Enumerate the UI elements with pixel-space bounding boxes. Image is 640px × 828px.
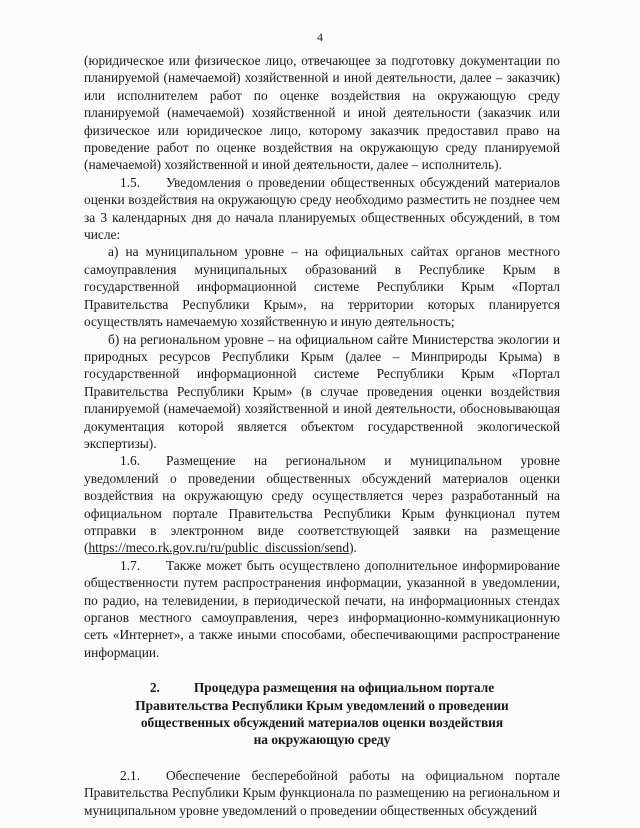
section-title-line-4: на окружающую среду <box>253 732 391 748</box>
section-title-line-3: общественных обсуждений материалов оценки воздействия <box>140 715 504 731</box>
clause-number: 1.5. <box>120 174 141 190</box>
section-title-line-1: Процедура размещения на официальном портале <box>193 680 495 696</box>
clause-1-5-item-a: а) на муниципальном уровне – на официальных сайтах органов местного самоуправления муниципальных образований в Республике Крым в государственной информационной системе Республики Крым «Портал Правительства Республики Крым», на территории которых планируется осуществлять намечаемую хозяйственную и иную деятельность; <box>84 244 560 330</box>
section-title-line-2: Правительства Республики Крым уведомлений о проведении <box>135 697 509 713</box>
document-body <box>84 52 560 819</box>
clause-1-5-item-b: б) на региональном уровне – на официальном сайте Министерства экологии и природных ресурсов Республики Крым (далее – Минприроды Крыма) в государственной информационной системе Республики Крым «Портал Правительства Республики Крым» (в случае проведения оценки воздействия планируемой (намечаемой) хозяйственной и иной деятельности, обосновывающая документация которой является объектом государственной экологической экспертизы). <box>84 331 560 451</box>
intro-paragraph: (юридическое или физическое лицо, отвечающее за подготовку документации по планируемой (намечаемой) хозяйственной и иной деятельности, далее – заказчик) или исполнителем работ по оценке воздействия на окружающую среду планируемой (намечаемой) хозяйственной и иной деятельности (заказчик или физическое или юридическое лицо, которому заказчик предоставил право на проведение работ по оценке воздействия на окружающую среду планируемой (намечаемой) хозяйственной и иной деятельности, далее – исполнитель). <box>84 53 560 173</box>
clause-number: 2.1. <box>120 767 141 783</box>
clause-2-1 <box>84 767 560 819</box>
clause-1-5 <box>84 174 560 244</box>
clause-text-end: ). <box>349 540 357 556</box>
clause-text: Также может быть осуществлено дополнительное информирование общественности путем распространения информации, указанной в уведомлении, по радио, на телевидении, в периодической печати, на информационных стендах органов местного самоуправления, через информационно-коммуникационную сеть «Интернет», а также иными способами, обеспечивающими распространение информации. <box>84 557 560 660</box>
public-discussion-link[interactable]: https://meco.rk.gov.ru/ru/public_discussion/send <box>88 540 350 556</box>
clause-number: 1.7. <box>120 557 141 573</box>
clause-text: Размещение на региональном и муниципальном уровне уведомлений о проведении общественных обсуждений материалов оценки воздействия на окружающую среду осуществляется через разработанный на официальном портале Правительства Республики Крым функционал путем отправки в электронном виде соответствующей заявки на размещение ( <box>84 453 560 556</box>
clause-text: Обеспечение бесперебойной работы на официальном портале Правительства Республики Крым функционала по размещению на региональном и муниципальном уровне уведомлений о проведении общественных обсуждений <box>84 767 560 818</box>
page-number: 4 <box>317 30 323 44</box>
clause-number: 1.6. <box>120 453 141 469</box>
clause-text: Уведомления о проведении общественных обсуждений материалов оценки воздействия на окружающую среду необходимо разместить не позднее чем за 3 календарных дня до начала планируемых общественных обсуждений, в том числе: <box>84 174 560 243</box>
section-2-heading <box>84 679 560 749</box>
clause-1-6 <box>84 452 560 556</box>
clause-1-7 <box>84 557 560 661</box>
section-number: 2. <box>149 680 160 696</box>
